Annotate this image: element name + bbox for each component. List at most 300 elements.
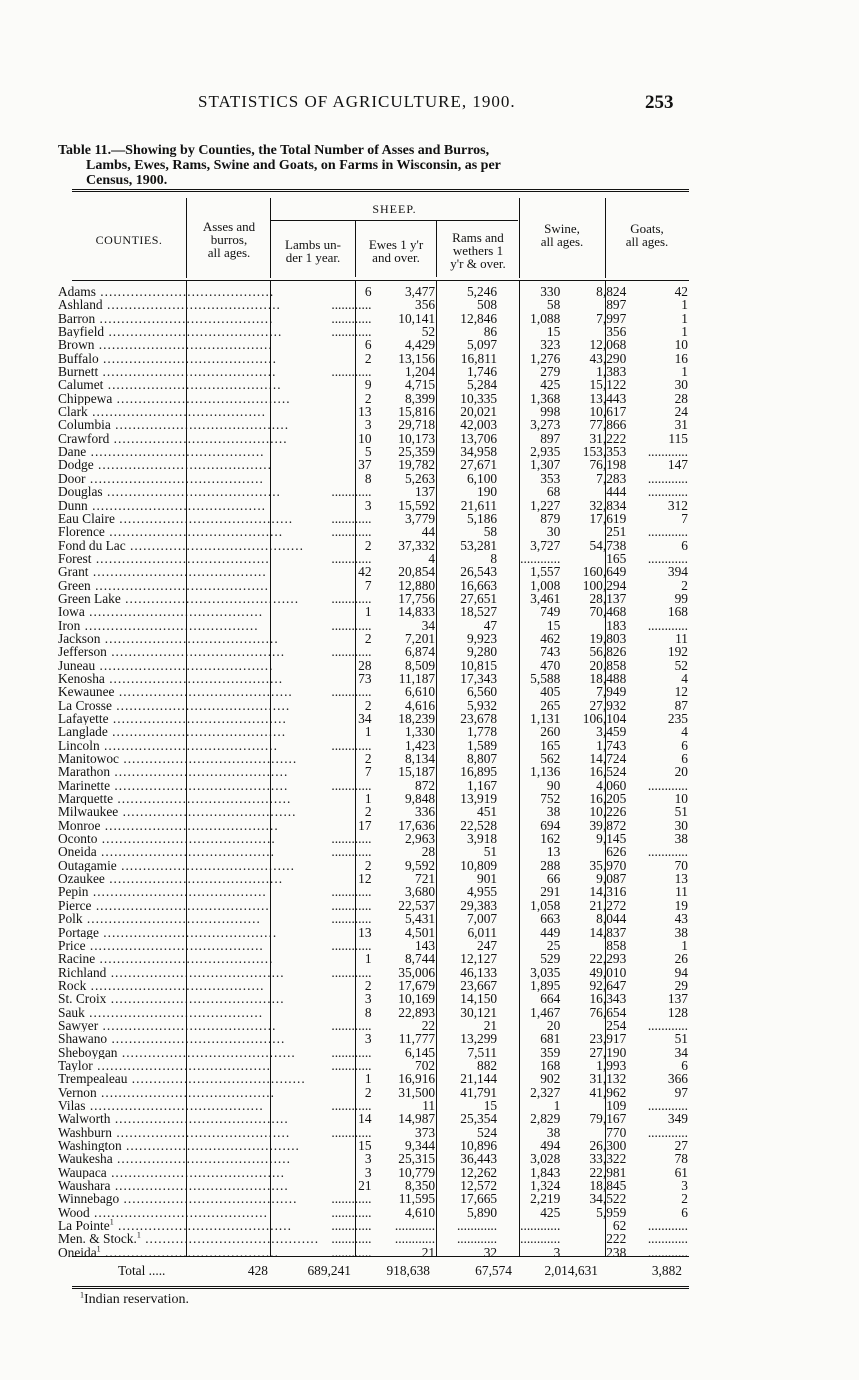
rams-cell: 897 (540, 431, 561, 446)
leader-dots: ........................................ (111, 1125, 291, 1139)
goats-cell: ............ (647, 551, 688, 566)
lambs-cell: 336 (415, 805, 436, 819)
goats-cell: 6 (681, 538, 688, 552)
goats-cell: 99 (674, 591, 688, 606)
footnote-ref: 1 (96, 1245, 101, 1254)
asses-cell: ............ (331, 591, 372, 606)
swine-cell: 14,837 (589, 925, 627, 939)
asses-cell: 2 (364, 351, 372, 366)
swine-cell: 43,290 (589, 351, 627, 366)
goats-cell: 6 (681, 1205, 688, 1220)
leader-dots: ........................................ (80, 618, 259, 632)
leader-dots: ........................................ (112, 391, 291, 406)
county-name: Oconto (58, 832, 98, 846)
lambs-cell: 7,201 (404, 631, 436, 646)
lambs-cell: 8,399 (404, 391, 436, 406)
table-row (58, 992, 698, 1005)
asses-cell: 2 (364, 752, 372, 766)
asses-cell: 15 (358, 1139, 372, 1153)
leader-dots: ........................................ (93, 458, 272, 472)
total-lambs: 689,241 (307, 1263, 351, 1278)
leader-dots: ........................................ (104, 872, 284, 886)
ewes-cell: 9,280 (466, 645, 498, 659)
swine-cell: 10,226 (589, 805, 627, 819)
asses-cell: 2 (364, 805, 372, 819)
asses-cell: 2 (364, 1085, 372, 1099)
running-head (58, 92, 698, 114)
goats-cell: ............ (647, 1219, 688, 1233)
goats-cell: 30 (674, 378, 688, 392)
rams-cell: 20 (546, 1018, 561, 1033)
table-row (58, 579, 698, 592)
leader-dots: ........................................ (120, 591, 300, 606)
ewes-cell: 247 (477, 938, 498, 953)
rams-cell: 425 (540, 1205, 561, 1220)
ewes-cell: 6,560 (466, 685, 498, 699)
asses-cell: 1 (364, 1072, 372, 1086)
page-number: 253 (645, 92, 674, 113)
ewes-cell: 1,746 (466, 365, 498, 379)
lambs-cell: 9,344 (404, 1139, 436, 1153)
swine-cell: 32,834 (589, 498, 627, 512)
county-name-cell (58, 352, 319, 365)
ewes-cell: 16,663 (460, 578, 498, 592)
goats-cell: 1 (681, 325, 688, 339)
county-name-cell (58, 1006, 319, 1019)
lambs-cell: 721 (415, 872, 436, 886)
leader-dots: ........................................ (82, 912, 261, 926)
goats-cell: 1 (681, 365, 688, 379)
ewes-cell: 23,667 (460, 978, 498, 993)
asses-cell: 1 (364, 725, 372, 739)
ewes-cell: 21,611 (460, 498, 498, 512)
swine-cell: 27,932 (589, 698, 627, 712)
rams-cell: 66 (546, 872, 561, 886)
table-row (58, 1179, 698, 1192)
goats-cell: 34 (674, 1045, 688, 1059)
county-name-cell (58, 1179, 319, 1192)
ewes-cell: 3,918 (466, 832, 498, 846)
swine-cell: 20,858 (589, 658, 627, 672)
table-row (58, 685, 698, 698)
county-name-cell (58, 779, 319, 792)
lambs-cell: 9,848 (404, 792, 436, 806)
asses-cell: ............ (331, 325, 372, 339)
rams-cell: ............ (520, 1232, 561, 1246)
ewes-cell: 5,932 (466, 698, 498, 712)
ewes-cell: 34,958 (460, 445, 498, 459)
ewes-cell: 32 (483, 1245, 498, 1260)
county-name: Sheboygan (58, 1045, 118, 1059)
county-name: Eau Claire (58, 511, 115, 526)
lambs-cell: 10,169 (398, 992, 436, 1006)
ewes-cell: 451 (477, 805, 498, 819)
table-row (58, 565, 698, 578)
swine-cell: 858 (606, 938, 627, 953)
county-name: Kewaunee (58, 685, 115, 699)
asses-cell: ............ (331, 1232, 372, 1246)
ewes-cell: 41,791 (460, 1085, 498, 1099)
swine-cell: 897 (606, 298, 627, 312)
goats-cell: 115 (668, 431, 688, 446)
county-name-cell (58, 485, 319, 498)
lambs-cell: ............ (394, 1232, 436, 1246)
asses-cell: 5 (364, 445, 372, 459)
rams-cell: 1,136 (530, 765, 561, 779)
rams-cell: 265 (540, 698, 561, 712)
swine-cell: 14,724 (589, 752, 627, 766)
lambs-cell: 37,332 (398, 538, 436, 552)
table-row (58, 712, 698, 725)
table-row (58, 659, 698, 672)
footnote (80, 1292, 189, 1308)
ewes-cell: 42,003 (460, 418, 498, 432)
swine-cell: 19,803 (589, 631, 627, 646)
county-name: Ozaukee (58, 872, 105, 886)
leader-dots: ........................................ (113, 1219, 292, 1233)
county-name: Bayfield (58, 325, 105, 339)
lambs-cell: 22 (421, 1018, 436, 1033)
ewes-cell: 13,919 (460, 792, 498, 806)
header-line: all ages. (625, 234, 669, 249)
total-top-rule (72, 1256, 689, 1257)
swine-cell: 1,743 (596, 738, 627, 753)
swine-cell: 222 (606, 1232, 627, 1246)
rams-cell: 165 (540, 738, 561, 753)
table-row (58, 979, 698, 992)
rams-cell: 2,829 (530, 1112, 561, 1126)
lambs-cell: 15,816 (398, 405, 436, 419)
lambs-cell: 25,359 (398, 445, 436, 459)
total-rams: 67,574 (475, 1263, 512, 1278)
table-row (58, 966, 698, 979)
lambs-cell: 137 (415, 485, 436, 499)
ewes-cell: 10,335 (460, 391, 498, 406)
county-name-cell (58, 512, 319, 525)
swine-cell: 14,316 (589, 885, 627, 899)
ewes-cell: 6,100 (466, 471, 498, 486)
goats-cell: 1 (681, 298, 688, 312)
ewes-cell: 14,150 (460, 992, 498, 1006)
ewes-cell: 16,895 (460, 765, 498, 779)
county-name-cell (58, 672, 319, 685)
county-name: Waukesha (58, 1152, 113, 1166)
asses-cell: ............ (331, 1219, 372, 1233)
rams-cell: 902 (540, 1072, 561, 1086)
ewes-cell: 190 (477, 485, 498, 499)
rams-cell: 664 (540, 992, 561, 1006)
county-name: Racine (58, 952, 96, 966)
swine-cell: 356 (606, 325, 627, 339)
leader-dots: ........................................ (140, 1232, 320, 1246)
swine-cell: 106,104 (582, 712, 627, 726)
goats-cell: 87 (674, 698, 688, 712)
asses-cell: 3 (364, 498, 372, 512)
county-name: Marquette (58, 792, 114, 806)
data-table (58, 285, 698, 1259)
leader-dots: ........................................ (88, 565, 267, 579)
county-name: Dane (58, 445, 87, 459)
table-row (58, 285, 698, 298)
swine-cell: 16,524 (589, 765, 627, 779)
table-row (58, 432, 698, 445)
rams-cell: 68 (546, 485, 561, 499)
goats-cell: 6 (681, 752, 688, 766)
leader-dots: ........................................ (98, 351, 277, 366)
goats-cell: 38 (674, 925, 688, 939)
header-bottom-rule (72, 280, 689, 281)
goats-cell: 168 (667, 605, 688, 619)
table-row (58, 325, 698, 338)
county-name-cell (58, 592, 319, 605)
county-name: Milwaukee (58, 805, 119, 819)
lambs-cell: 20,854 (398, 565, 436, 579)
lambs-cell: 15,592 (398, 498, 436, 512)
county-name: Chippewa (58, 391, 113, 406)
swine-cell: 41,962 (589, 1085, 627, 1099)
asses-cell: 37 (358, 458, 372, 472)
swine-cell: 17,619 (589, 511, 627, 526)
rams-cell: 291 (540, 885, 561, 899)
ewes-cell: 17,343 (460, 671, 498, 686)
county-name: Ashland (58, 298, 103, 312)
swine-cell: 15,122 (589, 378, 627, 392)
ewes-cell: 30,121 (460, 1005, 498, 1019)
goats-cell: 2 (681, 1192, 688, 1206)
table-row (58, 499, 698, 512)
county-name-cell (58, 472, 319, 485)
header-line: Lambs un- (285, 237, 341, 252)
county-name-cell (58, 1246, 319, 1259)
county-name: Outagamie (58, 858, 117, 873)
county-name: Washington (58, 1139, 122, 1153)
county-name: Iowa (58, 605, 85, 619)
footnote-ref: 1 (109, 1219, 114, 1227)
asses-cell: 12 (358, 872, 372, 886)
ewes-cell: 12,262 (460, 1165, 498, 1180)
swine-cell: 34,522 (589, 1192, 627, 1206)
county-name-cell (58, 659, 319, 672)
asses-cell: ............ (331, 365, 372, 379)
header-asses (188, 220, 270, 259)
ewes-cell: 1,589 (466, 738, 498, 753)
ewes-cell: 7,511 (467, 1045, 498, 1059)
rams-cell: 405 (540, 685, 561, 699)
lambs-cell: 15,187 (398, 765, 436, 779)
county-name-cell (58, 952, 319, 965)
rams-cell: 2,219 (530, 1192, 561, 1206)
lambs-cell: 8,744 (404, 952, 436, 966)
ewes-cell: 8 (490, 551, 498, 566)
table-row (58, 739, 698, 752)
asses-cell: ............ (331, 832, 372, 846)
county-name: Calumet (58, 378, 104, 392)
goats-cell: 43 (674, 912, 688, 926)
county-name-cell (58, 298, 319, 311)
asses-cell: 3 (364, 1165, 372, 1180)
table-row (58, 458, 698, 471)
header-line: burros, (210, 232, 248, 247)
county-name: La Crosse (58, 698, 112, 712)
leader-dots: ........................................ (112, 1152, 291, 1166)
ewes-cell: ............ (456, 1232, 498, 1246)
leader-dots: ........................................ (116, 858, 296, 873)
goats-cell: 24 (674, 405, 688, 419)
rams-cell: 425 (540, 378, 561, 392)
rams-cell: 449 (540, 925, 561, 939)
swine-cell: 100,294 (582, 578, 627, 592)
asses-cell: 13 (358, 405, 372, 419)
ewes-cell: 26,543 (460, 565, 498, 579)
rams-cell: 3,035 (530, 965, 561, 979)
asses-cell: 3 (364, 418, 372, 432)
asses-cell: ............ (331, 645, 372, 659)
leader-dots: ........................................ (121, 1139, 300, 1153)
asses-cell: ............ (331, 1205, 372, 1220)
running-title: STATISTICS OF AGRICULTURE, 1900. (198, 92, 516, 111)
county-name-cell (58, 338, 319, 351)
table-row (58, 912, 698, 925)
table-row (58, 525, 698, 538)
county-name: Richland (58, 965, 107, 979)
lambs-cell: 11 (422, 1098, 436, 1113)
county-name-cell (58, 619, 319, 632)
header-line: Goats, (630, 221, 664, 236)
county-name-cell (58, 525, 319, 538)
county-name: Portage (58, 925, 99, 939)
county-name-cell (58, 926, 319, 939)
county-name: Shawano (58, 1032, 108, 1046)
lambs-cell: 872 (415, 778, 436, 793)
county-name: Sawyer (58, 1018, 99, 1033)
table-row (58, 592, 698, 605)
county-name-cell (58, 872, 319, 885)
county-name: Juneau (58, 658, 96, 672)
leader-dots: ........................................ (87, 405, 267, 419)
county-name-cell (58, 819, 319, 832)
header-line: and over. (372, 250, 420, 265)
county-name-cell (58, 966, 319, 979)
swine-cell: 76,654 (589, 1005, 627, 1019)
leader-dots: ........................................ (117, 1045, 296, 1059)
ewes-cell: 7,007 (466, 912, 498, 926)
ewes-cell: 46,133 (460, 965, 498, 979)
lambs-cell: 6,874 (404, 645, 436, 659)
ewes-cell: 25,354 (460, 1112, 498, 1126)
asses-cell: ............ (331, 1058, 372, 1073)
county-name-cell (58, 1206, 319, 1219)
rams-cell: 1,088 (530, 311, 561, 326)
ewes-cell: 10,815 (460, 658, 498, 672)
table-row (58, 378, 698, 391)
rams-cell: 3,273 (530, 418, 561, 432)
goats-cell: 61 (674, 1165, 688, 1180)
goats-cell: 16 (674, 351, 688, 366)
county-name: Pepin (58, 885, 89, 899)
ewes-cell: 51 (483, 845, 498, 859)
asses-cell: 7 (364, 578, 372, 592)
rams-cell: 743 (540, 645, 561, 659)
table-row (58, 1046, 698, 1059)
table-row (58, 1219, 698, 1232)
county-name: Manitowoc (58, 752, 119, 766)
rams-cell: 3,028 (530, 1152, 561, 1166)
rams-cell: 3,727 (530, 538, 561, 552)
table-row (58, 338, 698, 351)
goats-cell: 38 (674, 832, 688, 846)
county-name: Barron (58, 311, 96, 326)
rams-cell: 1 (553, 1098, 561, 1113)
county-name: Fond du Lac (58, 538, 126, 552)
county-name-cell (58, 579, 319, 592)
leader-dots: ........................................ (97, 832, 276, 846)
asses-cell: 2 (364, 858, 372, 873)
lambs-cell: 11,187 (398, 671, 436, 686)
county-name-cell (58, 765, 319, 778)
swine-cell: 3,459 (596, 725, 627, 739)
county-name: Marathon (58, 765, 111, 779)
leader-dots: ........................................ (87, 498, 267, 512)
lambs-cell: 8,350 (404, 1179, 436, 1193)
rams-cell: 681 (540, 1032, 561, 1046)
goats-cell: ............ (647, 525, 688, 539)
lambs-cell: 356 (415, 298, 436, 312)
county-name: Douglas (58, 485, 103, 499)
table-row (58, 418, 698, 431)
asses-cell: ............ (331, 485, 372, 499)
ewes-cell: 22,528 (460, 818, 498, 833)
ewes-cell: 12,127 (460, 952, 498, 966)
leader-dots: ........................................ (96, 845, 275, 859)
county-name-cell (58, 539, 319, 552)
header-counties-label: COUNTIES. (95, 233, 163, 247)
ewes-cell: 12,572 (460, 1179, 498, 1193)
county-name-cell (58, 312, 319, 325)
rams-cell: 470 (540, 658, 561, 672)
county-name-cell (58, 1032, 319, 1045)
asses-cell: ............ (331, 938, 372, 953)
county-name: Winnebago (58, 1192, 120, 1206)
rams-cell: 168 (540, 1058, 561, 1073)
leader-dots: ........................................ (108, 712, 287, 726)
leader-dots: ........................................ (127, 1072, 306, 1086)
ewes-cell: 882 (477, 1058, 498, 1073)
lambs-cell: 3,680 (404, 885, 436, 899)
lambs-cell: 21 (421, 1245, 436, 1260)
leader-dots: ........................................ (89, 1205, 268, 1220)
table-row (58, 472, 698, 485)
asses-cell: 7 (364, 765, 372, 779)
county-name-cell (58, 899, 319, 912)
header-line: all ages. (207, 245, 251, 260)
table-row (58, 1206, 698, 1219)
header-line: y'r & over. (450, 256, 506, 271)
county-name-cell (58, 405, 319, 418)
lambs-cell: 28 (421, 845, 436, 859)
ewes-cell: 5,246 (466, 285, 498, 299)
table-row (58, 1232, 698, 1245)
table-row (58, 605, 698, 618)
rams-cell: 5,588 (530, 671, 561, 686)
lambs-cell: 14,987 (398, 1112, 436, 1126)
ewes-cell: 27,671 (460, 458, 498, 472)
county-name-cell (58, 859, 319, 872)
leader-dots: ........................................ (98, 1018, 277, 1033)
table-caption (58, 143, 688, 188)
rams-cell: 359 (540, 1045, 561, 1059)
table-row (58, 752, 698, 765)
goats-cell: ............ (647, 845, 688, 859)
